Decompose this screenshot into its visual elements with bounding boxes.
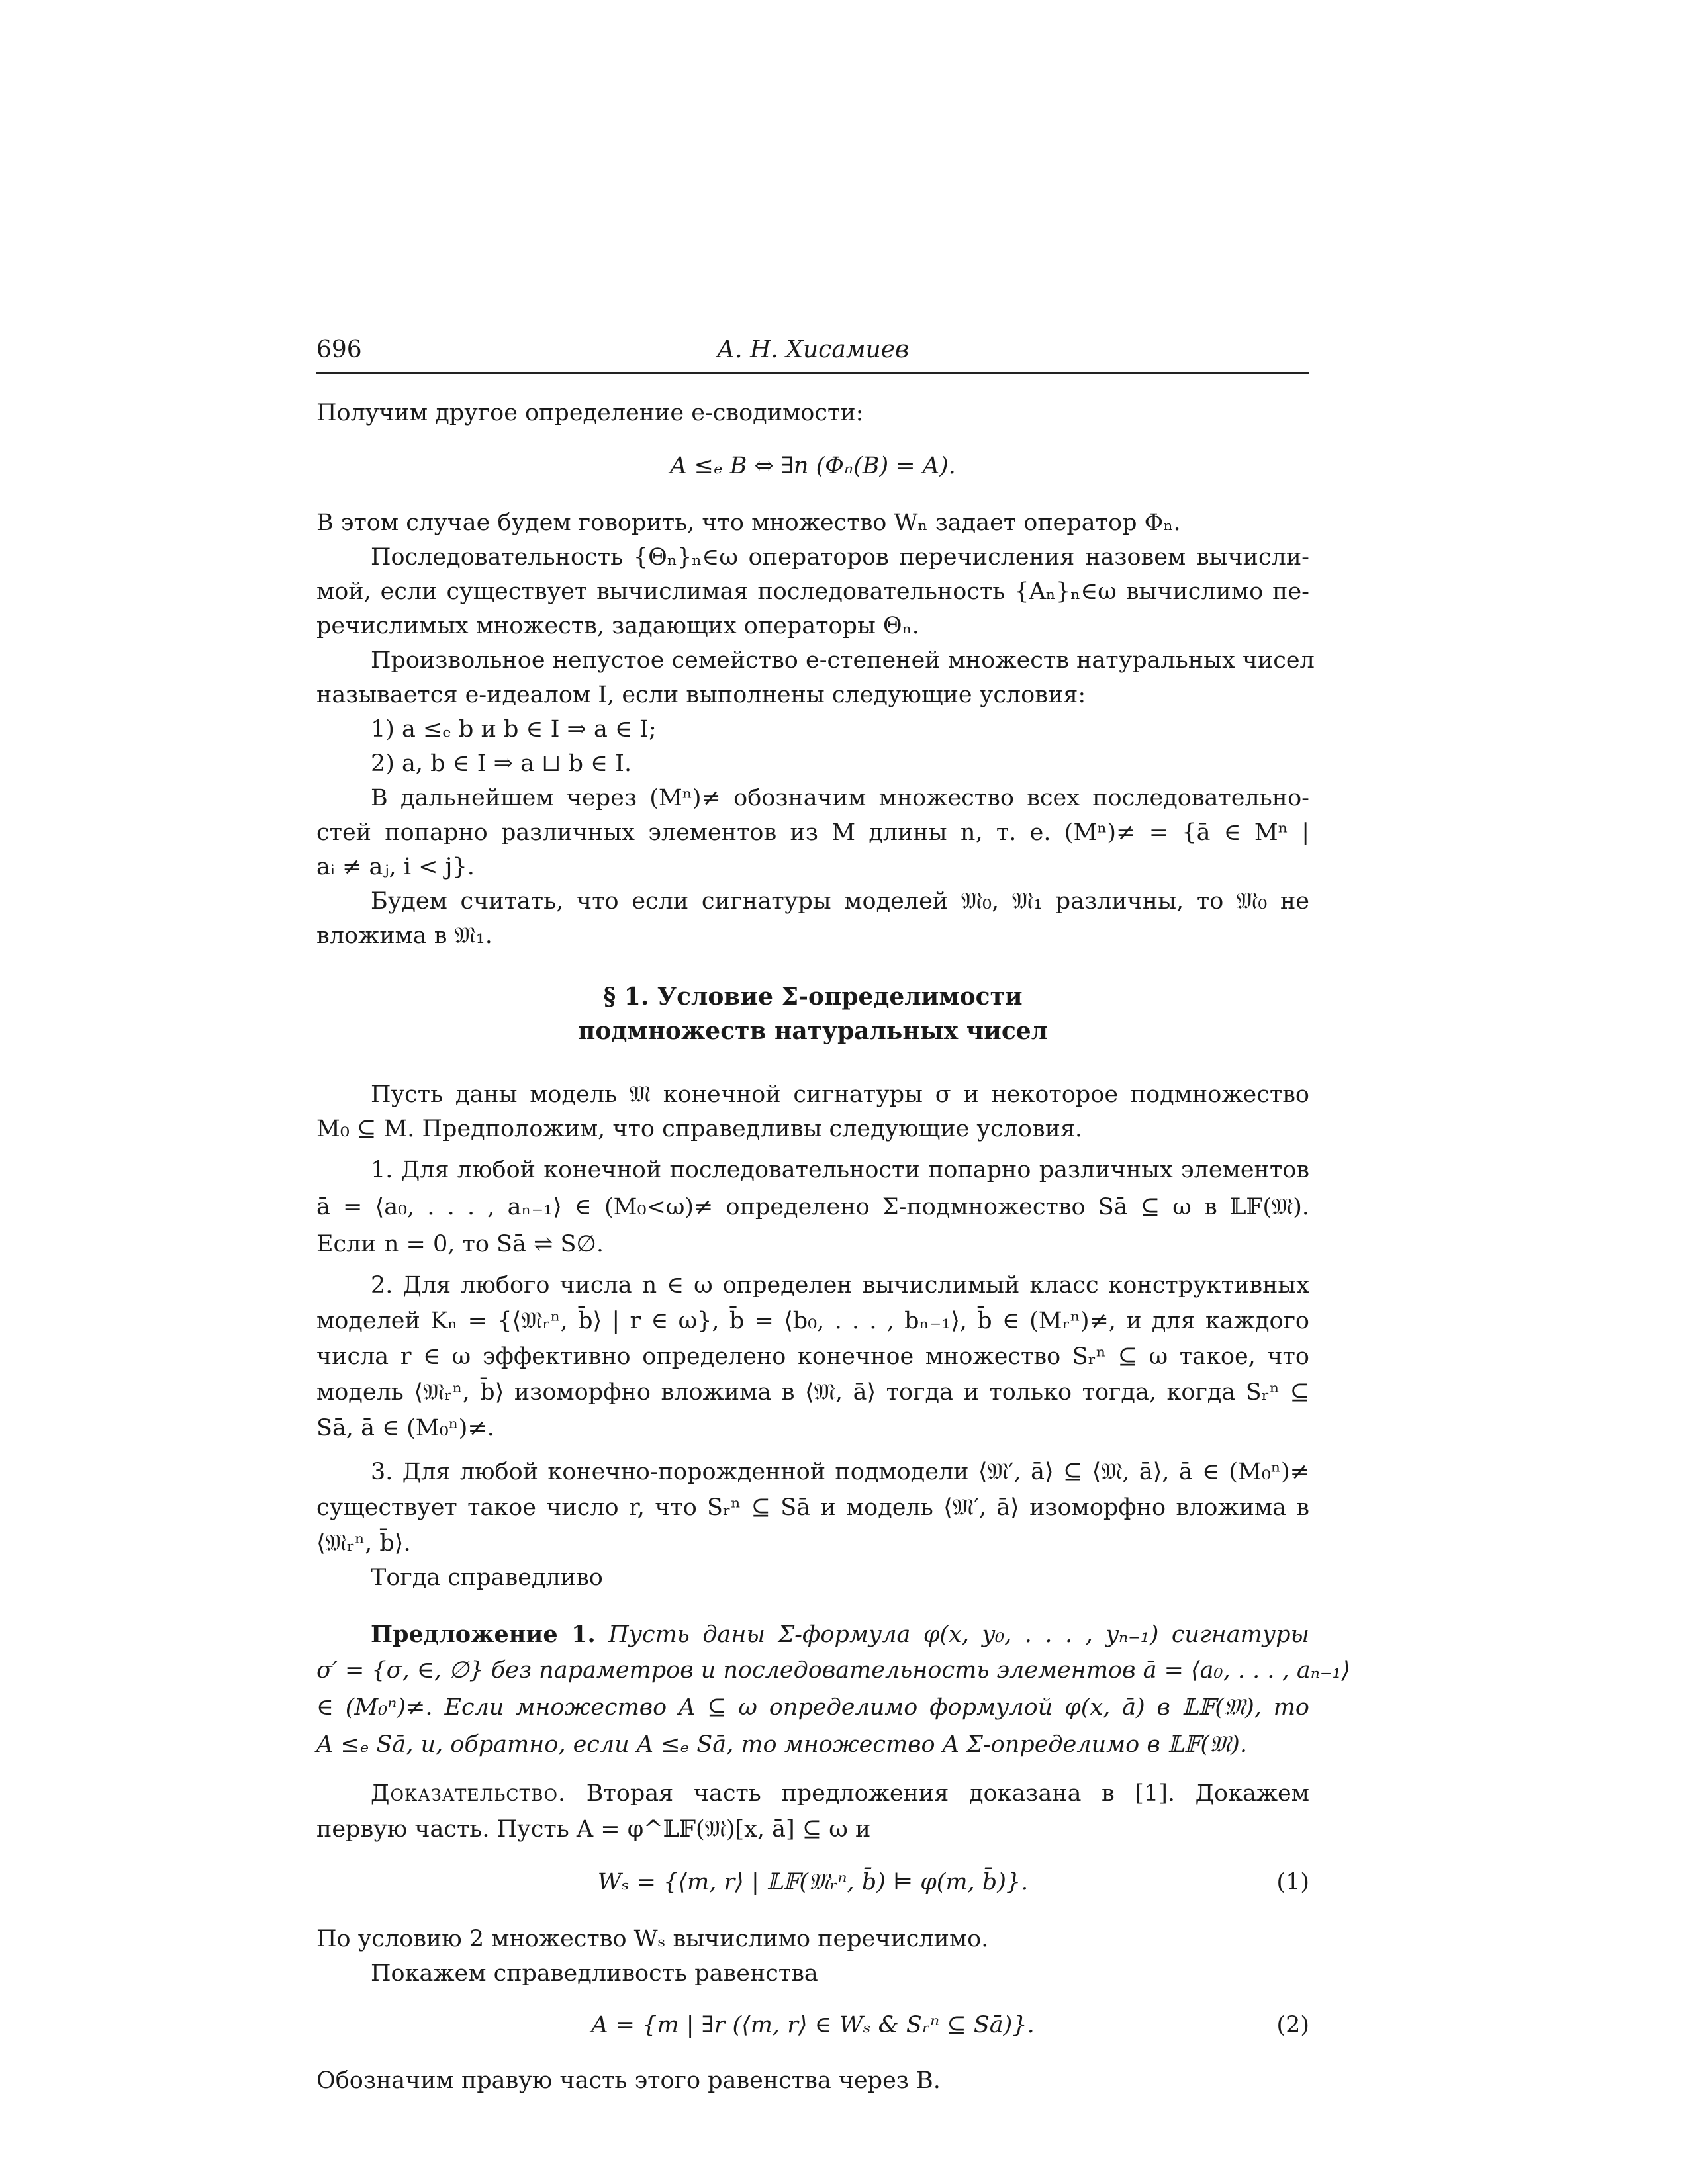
proof-line: первую часть. Пусть A = φ^𝕃𝔽(𝔐)[x, ā] ⊆ ω и xyxy=(316,1816,871,1843)
paragraph-line: Пусть даны модель 𝔐 конечной сигнатуры σ и некоторое подмножество xyxy=(371,1081,1309,1108)
proof-text: Вторая часть предложения доказана в [1]. Докажем xyxy=(586,1780,1309,1807)
proposition-line xyxy=(316,1619,1309,1651)
condition-line: Sā, ā ∈ (M₀ⁿ)≠. xyxy=(316,1415,494,1441)
page-number: 696 xyxy=(316,336,362,363)
condition-line: ⟨𝔐ᵣⁿ, b̄⟩. xyxy=(316,1530,411,1557)
proposition-line: σ′ = {σ, ∈, ∅} без параметров и последовательность элементов ā = ⟨a₀, . . . , aₙ₋₁⟩ xyxy=(316,1657,1351,1684)
paragraph-line: Тогда справедливо xyxy=(371,1565,603,1591)
paragraph-line: мой, если существует вычислимая последовательность {Aₙ}ₙ∈ω вычислимо пе- xyxy=(316,578,1309,605)
condition-line: ā = ⟨a₀, . . . , aₙ₋₁⟩ ∈ (M₀<ω)≠ определено Σ-подмножество Sā ⊆ ω в 𝕃𝔽(𝔐). xyxy=(316,1194,1309,1220)
paragraph-line: В дальнейшем через (Mⁿ)≠ обозначим множество всех последовательно- xyxy=(371,785,1309,811)
equation-1-number: (1) xyxy=(1276,1869,1309,1895)
paragraph-line: Покажем справедливость равенства xyxy=(371,1960,818,1987)
condition-line: 1. Для любой конечной последовательности попарно различных элементов xyxy=(371,1157,1309,1183)
condition-line: числа r ∈ ω эффективно определено конечное множество Sᵣⁿ ⊆ ω такое, что xyxy=(316,1343,1309,1370)
proof-label: Доказательство. xyxy=(371,1780,567,1807)
condition-line: 3. Для любой конечно-порожденной подмодели ⟨𝔐′, ā⟩ ⊆ ⟨𝔐, ā⟩, ā ∈ (M₀ⁿ)≠ xyxy=(371,1459,1309,1485)
equation-2-number: (2) xyxy=(1276,2012,1309,2038)
paragraph-line: Последовательность {Θₙ}ₙ∈ω операторов перечисления назовем вычисли- xyxy=(371,544,1309,570)
running-header xyxy=(316,336,1309,374)
proposition-text: Пусть даны Σ-формула φ(x, y₀, . . . , yₙ₋₁) сигнатуры xyxy=(608,1621,1309,1648)
equation-1: Wₛ = {⟨m, r⟩ | 𝕃𝔽(𝔐ᵣⁿ, b̄) ⊨ φ(m, b̄)}. xyxy=(597,1869,1029,1895)
section-title: § 1. Условие Σ-определимости xyxy=(603,983,1023,1011)
condition-line: Если n = 0, то Sā ⇌ S∅. xyxy=(316,1231,604,1257)
paragraph-line: Произвольное непустое семейство e-степеней множеств натуральных чисел xyxy=(371,647,1315,674)
paragraph-line: вложима в 𝔐₁. xyxy=(316,923,492,949)
condition-1: 1) a ≤ₑ b и b ∈ I ⇒ a ∈ I; xyxy=(371,716,657,743)
paragraph-line: Обозначим правую часть этого равенства через B. xyxy=(316,2068,941,2094)
paragraph-line: aᵢ ≠ aⱼ, i < j}. xyxy=(316,854,475,880)
proof-line xyxy=(316,1778,1309,1809)
paragraph-line: стей попарно различных элементов из M длины n, т. е. (Mⁿ)≠ = {ā ∈ Mⁿ | xyxy=(316,819,1309,846)
paragraph-line: называется e-идеалом I, если выполнены следующие условия: xyxy=(316,682,1086,708)
paragraph-line: По условию 2 множество Wₛ вычислимо перечислимо. xyxy=(316,1926,989,1952)
condition-line: 2. Для любого числа n ∈ ω определен вычислимый класс конструктивных xyxy=(371,1272,1309,1298)
paragraph-line: В этом случае будем говорить, что множество Wₙ задает оператор Φₙ. xyxy=(316,510,1181,536)
proposition-line: ∈ (M₀ⁿ)≠. Если множество A ⊆ ω определимо формулой φ(x, ā) в 𝕃𝔽(𝔐), то xyxy=(316,1694,1309,1721)
paragraph-line: M₀ ⊆ M. Предположим, что справедливы следующие условия. xyxy=(316,1116,1083,1142)
paragraph-line: Будем считать, что если сигнатуры моделей 𝔐₀, 𝔐₁ различны, то 𝔐₀ не xyxy=(371,888,1309,915)
condition-2: 2) a, b ∈ I ⇒ a ⊔ b ∈ I. xyxy=(371,751,632,777)
equation-top: A ≤ₑ B ⇔ ∃n (Φₙ(B) = A). xyxy=(670,453,956,479)
section-title: подмножеств натуральных чисел xyxy=(577,1017,1049,1045)
running-author: А. Н. Хисамиев xyxy=(716,336,910,363)
paragraph-line: Получим другое определение e-сводимости: xyxy=(316,400,864,426)
paragraph-line: речислимых множеств, задающих операторы Θₙ. xyxy=(316,613,919,639)
condition-line: существует такое число r, что Sᵣⁿ ⊆ Sā и модель ⟨𝔐′, ā⟩ изоморфно вложима в xyxy=(316,1494,1309,1521)
equation-2: A = {m | ∃r (⟨m, r⟩ ∈ Wₛ & Sᵣⁿ ⊆ Sā)}. xyxy=(591,2012,1035,2038)
condition-line: модель ⟨𝔐ᵣⁿ, b̄⟩ изоморфно вложима в ⟨𝔐, ā⟩ тогда и только тогда, когда Sᵣⁿ ⊆ xyxy=(316,1379,1309,1406)
equation-1-row xyxy=(316,1866,1309,1898)
proposition-label: Предложение 1. xyxy=(371,1621,596,1648)
condition-line: моделей Kₙ = {⟨𝔐ᵣⁿ, b̄⟩ | r ∈ ω}, b̄ = ⟨b₀, . . . , bₙ₋₁⟩, b̄ ∈ (Mᵣⁿ)≠, и для каждого xyxy=(316,1308,1309,1334)
equation-2-row xyxy=(316,2009,1309,2041)
proposition-line: A ≤ₑ Sā, и, обратно, если A ≤ₑ Sā, то множество A Σ-определимо в 𝕃𝔽(𝔐). xyxy=(316,1731,1247,1758)
